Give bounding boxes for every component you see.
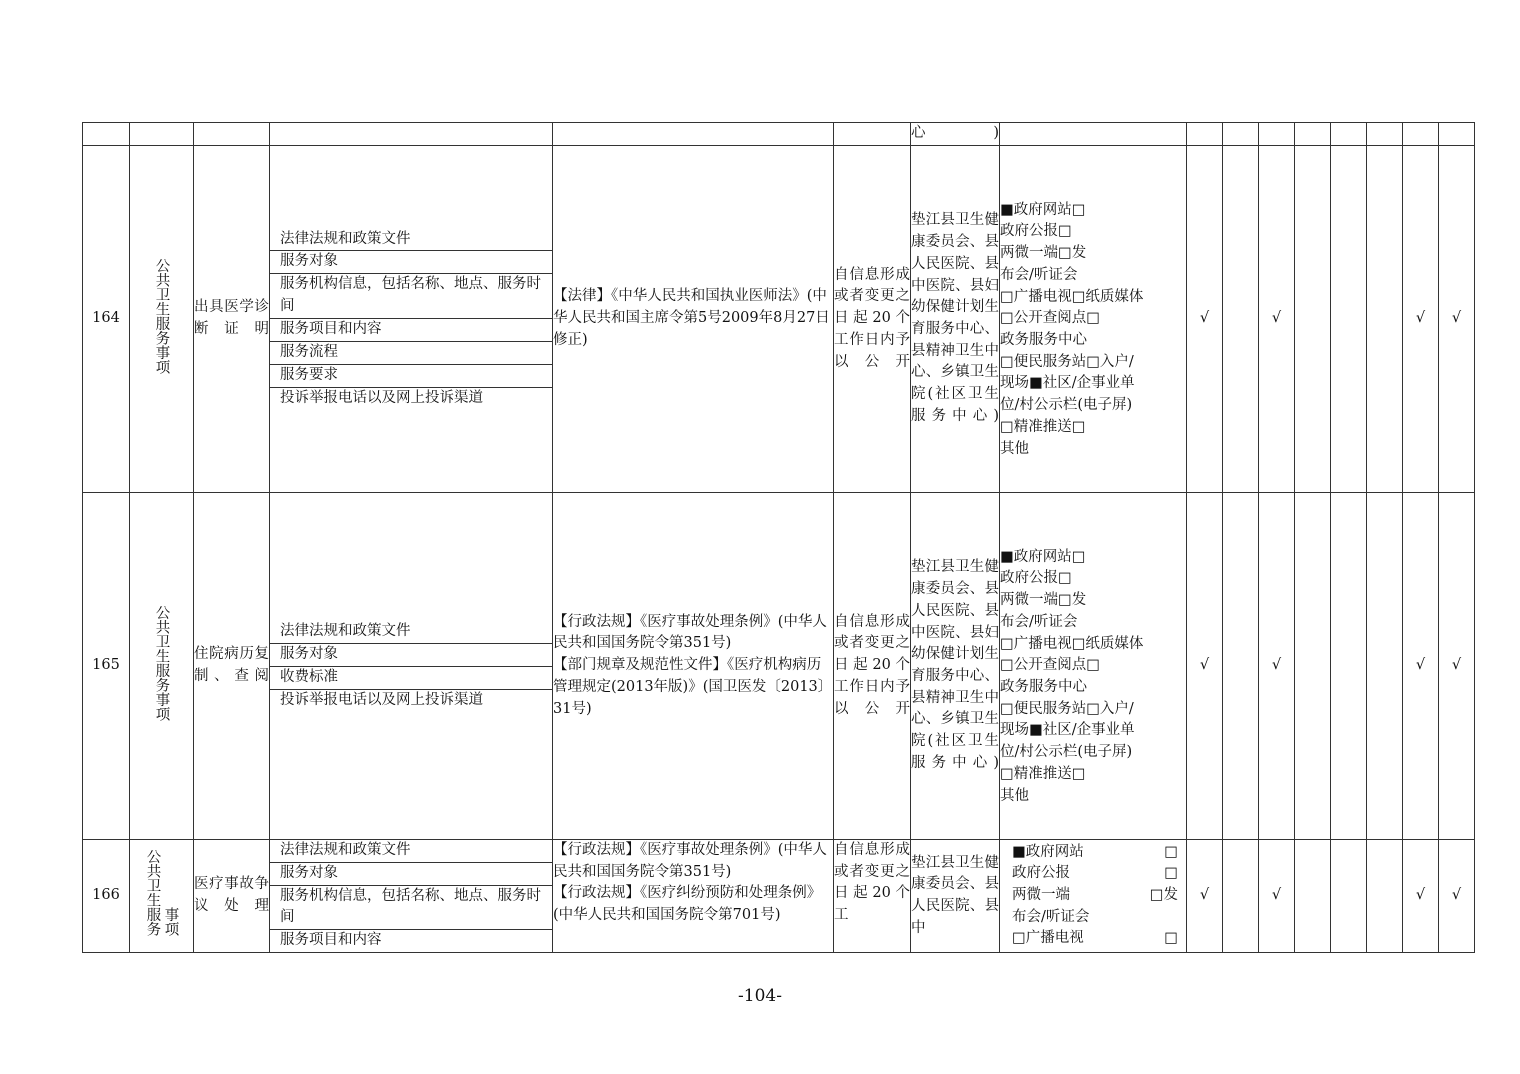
item-name: 住院病历复制、查阅 xyxy=(194,493,270,840)
item-name: 医疗事故争议处理 xyxy=(194,840,270,953)
channel-line: 其他 xyxy=(1000,440,1029,457)
basis-cell xyxy=(553,493,834,840)
channels-cell xyxy=(1000,840,1187,953)
channel-line: 政府公报 xyxy=(1012,865,1070,882)
channel-line: 位/村公示栏(电子屏) xyxy=(1000,744,1133,761)
channel-line: 政务服务中心 xyxy=(1000,679,1087,695)
channel-line: ■政府网站□ xyxy=(1000,548,1086,565)
basis-entry: 【行政法规】《医疗纠纷预防和处理条例》(中华人民共和国国务院令第701号) xyxy=(553,885,822,924)
channel-line: 政务服务中心 xyxy=(1000,332,1087,348)
check-mark: √ xyxy=(1403,146,1439,493)
check-mark xyxy=(1223,840,1259,953)
category-label: 公共卫生服务 xyxy=(144,848,161,936)
table-row xyxy=(83,493,1475,840)
table-row xyxy=(83,123,1475,146)
contents-cell xyxy=(270,493,553,840)
check-mark xyxy=(1295,493,1331,840)
row-number: 164 xyxy=(83,146,130,493)
channel-line: □精准推送□ xyxy=(1000,765,1086,782)
list-item: 服务机构信息，包括名称、地点、服务时间 xyxy=(270,885,552,929)
category-label: 公共卫生服务事项 xyxy=(153,258,170,375)
basis-entry: 【行政法规】《医疗事故处理条例》(中华人民共和国国务院令第351号) xyxy=(553,613,827,652)
check-mark xyxy=(1223,146,1259,493)
row-number: 166 xyxy=(83,840,130,953)
list-item: 服务对象 xyxy=(270,862,552,885)
channel-line: □便民服务站□入户/ xyxy=(1000,700,1134,717)
check-mark xyxy=(1295,146,1331,493)
channel-line: □便民服务站□入户/ xyxy=(1000,353,1134,370)
category-cell xyxy=(130,146,194,493)
basis-entry: 【行政法规】《医疗事故处理条例》(中华人民共和国国务院令第351号) xyxy=(553,842,827,880)
check-mark: √ xyxy=(1259,146,1295,493)
list-item: 投诉举报电话以及网上投诉渠道 xyxy=(280,691,483,708)
basis-entry: 【法律】《中华人民共和国执业医师法》(中华人民共和国主席令第5号2009年8月27日修正) xyxy=(553,288,830,348)
channel-line: 政府公报□ xyxy=(1000,223,1072,240)
contents-list xyxy=(270,840,552,952)
channel-line: □ xyxy=(1164,843,1178,860)
channel-line: 现场■社区/企事业单 xyxy=(1000,375,1135,392)
check-mark xyxy=(1223,493,1259,840)
list-item: 服务机构信息，包括名称、地点、服务时间 xyxy=(270,274,552,318)
channel-line: □公开查阅点□ xyxy=(1000,310,1100,327)
check-mark: √ xyxy=(1439,840,1475,953)
basis-cell xyxy=(553,146,834,493)
category-cell xyxy=(130,493,194,840)
category-cell xyxy=(130,840,194,953)
list-item: 服务对象 xyxy=(270,643,552,666)
channel-line: □ xyxy=(1164,865,1178,882)
contents-cell xyxy=(270,840,553,953)
channel-line: 两微一端□发 xyxy=(1000,245,1087,262)
channel-line: 现场■社区/企事业单 xyxy=(1000,722,1135,739)
check-mark: √ xyxy=(1259,493,1295,840)
channel-line: 两微一端□发 xyxy=(1000,592,1087,609)
channels-cell xyxy=(1000,493,1187,840)
check-mark xyxy=(1295,840,1331,953)
check-mark: √ xyxy=(1439,146,1475,493)
channel-line: □广播电视□纸质媒体 xyxy=(1000,288,1144,305)
channel-line: □发 xyxy=(1149,887,1178,904)
channel-line: 布会/听证会 xyxy=(1000,266,1078,283)
category-label-tail: 事项 xyxy=(162,906,179,936)
list-item: 收费标准 xyxy=(270,666,552,689)
check-mark xyxy=(1331,493,1367,840)
list-item: 服务要求 xyxy=(270,364,552,387)
list-item: 服务流程 xyxy=(270,341,552,364)
channel-line: 政府公报□ xyxy=(1000,570,1072,587)
channel-line: 布会/听证会 xyxy=(1012,908,1090,925)
channel-line: 布会/听证会 xyxy=(1000,613,1078,630)
item-name: 出具医学诊断证明 xyxy=(194,146,270,493)
check-mark: √ xyxy=(1187,493,1223,840)
contents-list xyxy=(270,621,552,711)
subject-cell: 心) xyxy=(911,123,1000,146)
check-mark: √ xyxy=(1403,840,1439,953)
contents-list xyxy=(270,229,552,410)
channel-line: 位/村公示栏(电子屏) xyxy=(1000,397,1133,414)
table-row xyxy=(83,146,1475,493)
channels-cell xyxy=(1000,146,1187,493)
check-mark: √ xyxy=(1259,840,1295,953)
check-mark xyxy=(1331,146,1367,493)
channel-line: ■政府网站 xyxy=(1012,843,1084,860)
check-mark xyxy=(1367,840,1403,953)
channel-line: □广播电视□纸质媒体 xyxy=(1000,635,1144,652)
channel-line: □广播电视 xyxy=(1012,930,1084,947)
check-mark: √ xyxy=(1403,493,1439,840)
subject-cell: 垫江县卫生健康委员会、县人民医院、县中医院、县妇幼保健计划生育服务中心、县精神卫生中心、乡镇卫生院(社区卫生服务中心) xyxy=(911,493,1000,840)
list-item: 服务项目和内容 xyxy=(270,318,552,341)
list-item: 法律法规和政策文件 xyxy=(270,621,552,643)
channel-line: □ xyxy=(1164,930,1178,947)
basis-cell xyxy=(553,840,834,953)
check-mark: √ xyxy=(1187,840,1223,953)
row-number: 165 xyxy=(83,493,130,840)
time-limit: 自信息形成或者变更之日起20个工 xyxy=(834,840,911,953)
channel-line: 两微一端 xyxy=(1012,887,1070,904)
time-limit: 自信息形成或者变更之日起20个工作日内予以公开 xyxy=(834,146,911,493)
channel-line: ■政府网站□ xyxy=(1000,201,1086,218)
subject-cell: 垫江县卫生健康委员会、县人民医院、县中医院、县妇幼保健计划生育服务中心、县精神卫生中心、乡镇卫生院(社区卫生服务中心) xyxy=(911,146,1000,493)
list-item: 投诉举报电话以及网上投诉渠道 xyxy=(280,389,483,406)
channel-line: 其他 xyxy=(1000,787,1029,804)
page-number: -104- xyxy=(738,986,782,1006)
check-mark xyxy=(1331,840,1367,953)
list-item: 法律法规和政策文件 xyxy=(270,229,552,251)
list-item: 服务对象 xyxy=(270,251,552,274)
disclosure-table xyxy=(82,122,1475,953)
check-mark xyxy=(1367,493,1403,840)
check-mark: √ xyxy=(1439,493,1475,840)
subject-cell: 垫江县卫生健康委员会、县人民医院、县中 xyxy=(911,840,1000,953)
check-mark: √ xyxy=(1187,146,1223,493)
channel-line: □公开查阅点□ xyxy=(1000,657,1100,674)
check-mark xyxy=(1367,146,1403,493)
list-item: 服务项目和内容 xyxy=(280,932,382,949)
list-item: 法律法规和政策文件 xyxy=(270,840,552,862)
time-limit: 自信息形成或者变更之日起20个工作日内予以公开 xyxy=(834,493,911,840)
category-label: 公共卫生服务事项 xyxy=(153,605,170,722)
channel-line: □精准推送□ xyxy=(1000,418,1086,435)
basis-entry: 【部门规章及规范性文件】《医疗机构病历管理规定(2013年版)》(国卫医发〔2013〕31号) xyxy=(553,657,833,717)
table-row xyxy=(83,840,1475,953)
contents-cell xyxy=(270,146,553,493)
